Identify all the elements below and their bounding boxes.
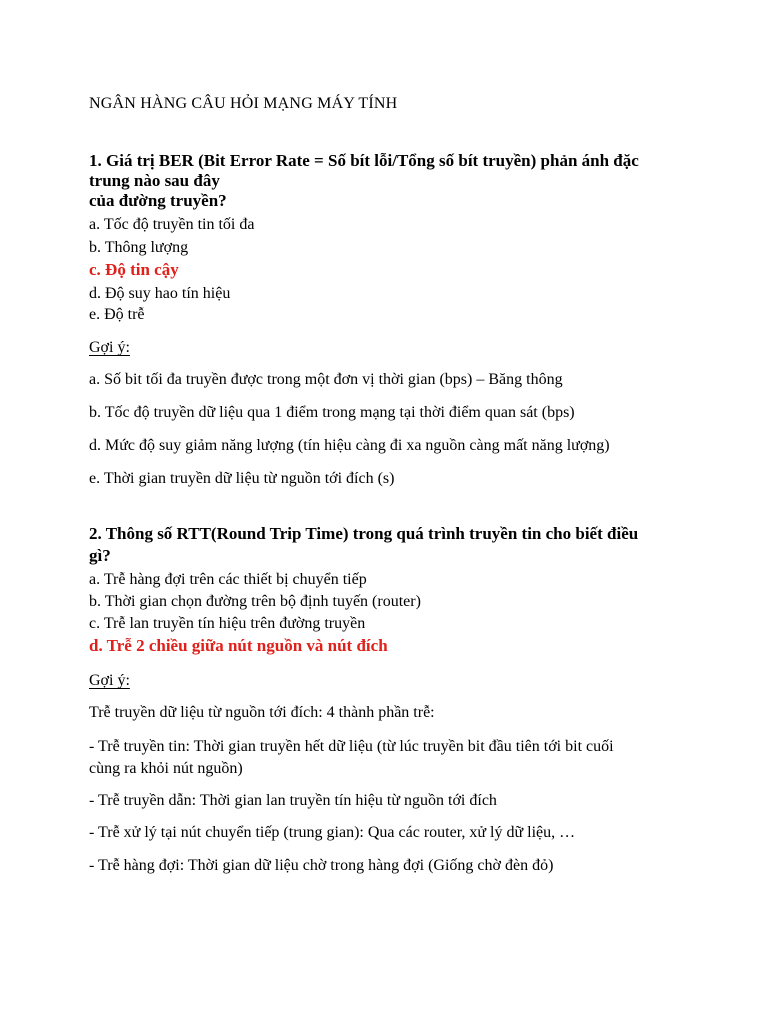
question-2-hint-processing-delay: - Trễ xử lý tại nút chuyển tiếp (trung gian): Qua các router, xử lý dữ liệu, … xyxy=(89,824,576,841)
question-2-hint-propagation-delay: - Trễ truyền dẫn: Thời gian lan truyền tín hiệu từ nguồn tới đích xyxy=(89,792,497,809)
question-2-option-b: b. Thời gian chọn đường trên bộ định tuyến (router) xyxy=(89,593,421,610)
question-1-option-b: b. Thông lượng xyxy=(89,239,189,256)
question-1-option-c-correct: c. Độ tin cậy xyxy=(89,260,179,279)
question-1-text-line-1: 1. Giá trị BER (Bit Error Rate = Số bít lỗi/Tổng số bít truyền) phản ánh đặc xyxy=(89,151,639,170)
question-1-option-e: e. Độ trễ xyxy=(89,306,145,323)
question-2-hint-transmission-delay-line-1: - Trễ truyền tin: Thời gian truyền hết dữ liệu (từ lúc truyền bit đầu tiên tới bit cuối xyxy=(89,738,614,755)
question-2-option-d-correct: d. Trễ 2 chiều giữa nút nguồn và nút đích xyxy=(89,636,388,655)
page-title: NGÂN HÀNG CÂU HỎI MẠNG MÁY TÍNH xyxy=(89,95,398,112)
question-1-hint-e: e. Thời gian truyền dữ liệu từ nguồn tới đích (s) xyxy=(89,470,395,487)
question-2-hint-transmission-delay-line-2: cùng ra khỏi nút nguồn) xyxy=(89,760,243,777)
question-2-hint-intro: Trễ truyền dữ liệu từ nguồn tới đích: 4 thành phần trễ: xyxy=(89,704,435,721)
question-1-hint-a: a. Số bit tối đa truyền được trong một đơn vị thời gian (bps) – Băng thông xyxy=(89,371,563,388)
question-1-text-line-2: trung nào sau đây xyxy=(89,171,220,190)
question-1-option-d: d. Độ suy hao tín hiệu xyxy=(89,285,231,302)
question-2-text-line-1: 2. Thông số RTT(Round Trip Time) trong quá trình truyền tin cho biết điều xyxy=(89,524,639,543)
question-1-hint-d: d. Mức độ suy giảm năng lượng (tín hiệu càng đi xa nguồn càng mất năng lượng) xyxy=(89,437,610,454)
question-2-hint-queuing-delay: - Trễ hàng đợi: Thời gian dữ liệu chờ trong hàng đợi (Giống chờ đèn đỏ) xyxy=(89,857,554,874)
question-1-hint-b: b. Tốc độ truyền dữ liệu qua 1 điểm trong mạng tại thời điểm quan sát (bps) xyxy=(89,404,575,421)
question-2-option-a: a. Trễ hàng đợi trên các thiết bị chuyển tiếp xyxy=(89,571,367,588)
question-2-text-line-2: gì? xyxy=(89,546,111,565)
question-2-option-c: c. Trễ lan truyền tín hiệu trên đường truyền xyxy=(89,615,366,632)
question-1-option-a: a. Tốc độ truyền tin tối đa xyxy=(89,216,255,233)
question-2-hint-label: Gợi ý: xyxy=(89,672,130,689)
question-1-text-line-3: của đường truyền? xyxy=(89,191,227,210)
question-1-hint-label: Gợi ý: xyxy=(89,339,130,356)
